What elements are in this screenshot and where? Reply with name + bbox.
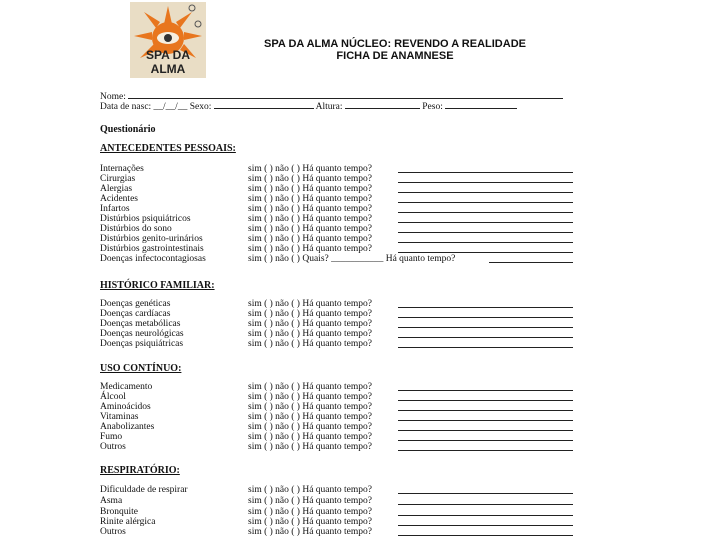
document-title: SPA DA ALMA NÚCLEO: REVENDO A REALIDADE [264,38,526,50]
answer-line [398,307,573,308]
answer-options: sim ( ) não ( ) Há quanto tempo? [248,214,372,224]
details-field-row [100,100,517,112]
answer-line [398,347,573,348]
answer-options: sim ( ) não ( ) Há quanto tempo? [248,392,372,402]
logo-text: SPA DA ALMA [145,48,190,76]
question-row [100,485,600,496]
answer-line [489,262,573,263]
question-label: Outros [100,527,126,537]
answer-line [398,327,573,328]
answer-options: sim ( ) não ( ) Há quanto tempo? [248,244,372,254]
questionnaire-heading: Questionário [100,124,156,135]
answer-options: sim ( ) não ( ) Há quanto tempo? [248,299,372,309]
answer-options: sim ( ) não ( ) Há quanto tempo? [248,442,372,452]
question-row [100,339,600,350]
question-label: Álcool [100,392,126,402]
answer-options: sim ( ) não ( ) Há quanto tempo? [248,309,372,319]
question-label: Doenças metabólicas [100,319,181,329]
answer-line [398,337,573,338]
answer-options: sim ( ) não ( ) Há quanto tempo? [248,164,372,174]
answer-options: sim ( ) não ( ) Há quanto tempo? [248,319,372,329]
height-blank [345,100,420,109]
question-row [100,254,600,265]
answer-line [398,192,573,193]
question-label: Distúrbios genito-urinários [100,234,203,244]
question-label: Alergias [100,184,133,194]
height-label: Altura: [315,102,343,112]
answer-options: sim ( ) não ( ) Há quanto tempo? [248,194,372,204]
answer-line [398,202,573,203]
question-label: Cirurgias [100,174,136,184]
answer-options: sim ( ) não ( ) Há quanto tempo? [248,507,372,517]
answer-line [398,450,573,451]
answer-options: sim ( ) não ( ) Há quanto tempo? [248,234,372,244]
birth-date-label: Data de nasc: __/__/__ [100,102,188,112]
answer-line [398,493,573,494]
answer-line [398,420,573,421]
answer-options: sim ( ) não ( ) Há quanto tempo? [248,517,372,527]
question-label: Doenças neurológicas [100,329,184,339]
answer-line [398,525,573,526]
answer-options: sim ( ) não ( ) Há quanto tempo? [248,485,372,495]
answer-line [398,410,573,411]
weight-blank [445,100,517,109]
question-label: Dificuldade de respirar [100,485,188,495]
answer-line [398,430,573,431]
answer-options: sim ( ) não ( ) Há quanto tempo? [248,339,372,349]
question-label: Aminoácidos [100,402,151,412]
answer-line [398,317,573,318]
question-label: Outros [100,442,126,452]
question-label: Infartos [100,204,130,214]
question-label: Acidentes [100,194,138,204]
answer-line [398,440,573,441]
answer-line [398,535,573,536]
answer-line [398,504,573,505]
answer-line [398,182,573,183]
answer-options: sim ( ) não ( ) Há quanto tempo? [248,382,372,392]
sex-blank [214,100,314,109]
question-row [100,442,600,453]
answer-line [398,252,573,253]
answer-options: sim ( ) não ( ) Há quanto tempo? [248,402,372,412]
answer-options: sim ( ) não ( ) Há quanto tempo? [248,412,372,422]
weight-label: Peso: [422,102,443,112]
section-title-respiratorio: RESPIRATÓRIO: [100,465,180,476]
name-blank [128,90,563,99]
question-label: Rinite alérgica [100,517,156,527]
sex-label: Sexo: [189,102,212,112]
answer-options: sim ( ) não ( ) Há quanto tempo? [248,432,372,442]
question-label: Internações [100,164,144,174]
answer-line [398,515,573,516]
question-label: Distúrbios gastrointestinais [100,244,204,254]
answer-options: sim ( ) não ( ) Quais? ___________ Há quanto tempo? [248,254,456,264]
answer-line [398,212,573,213]
name-label: Nome: [100,92,126,102]
question-label: Fumo [100,432,123,442]
question-label: Distúrbios do sono [100,224,172,234]
answer-options: sim ( ) não ( ) Há quanto tempo? [248,496,372,506]
answer-line [398,242,573,243]
question-label: Medicamento [100,382,153,392]
spa-logo [130,2,206,78]
answer-line [398,222,573,223]
section-title-antecedentes: ANTECEDENTES PESSOAIS: [100,143,236,154]
question-label: Asma [100,496,123,506]
answer-options: sim ( ) não ( ) Há quanto tempo? [248,204,372,214]
question-label: Doenças cardíacas [100,309,171,319]
answer-line [398,400,573,401]
question-label: Doenças infectocontagiosas [100,254,206,264]
answer-options: sim ( ) não ( ) Há quanto tempo? [248,184,372,194]
document-subtitle: FICHA DE ANAMNESE [336,50,454,62]
answer-line [398,172,573,173]
question-label: Bronquite [100,507,138,517]
answer-options: sim ( ) não ( ) Há quanto tempo? [248,224,372,234]
answer-options: sim ( ) não ( ) Há quanto tempo? [248,527,372,537]
answer-options: sim ( ) não ( ) Há quanto tempo? [248,329,372,339]
question-row [100,527,600,538]
answer-line [398,390,573,391]
question-label: Distúrbios psiquiátricos [100,214,191,224]
question-label: Anabolizantes [100,422,155,432]
section-title-historico: HISTÓRICO FAMILIAR: [100,280,215,291]
answer-line [398,232,573,233]
question-label: Doenças genéticas [100,299,171,309]
question-label: Vitaminas [100,412,139,422]
answer-options: sim ( ) não ( ) Há quanto tempo? [248,422,372,432]
question-label: Doenças psiquiátricas [100,339,184,349]
answer-options: sim ( ) não ( ) Há quanto tempo? [248,174,372,184]
section-title-uso-continuo: USO CONTÍNUO: [100,363,182,374]
question-row [100,496,600,507]
